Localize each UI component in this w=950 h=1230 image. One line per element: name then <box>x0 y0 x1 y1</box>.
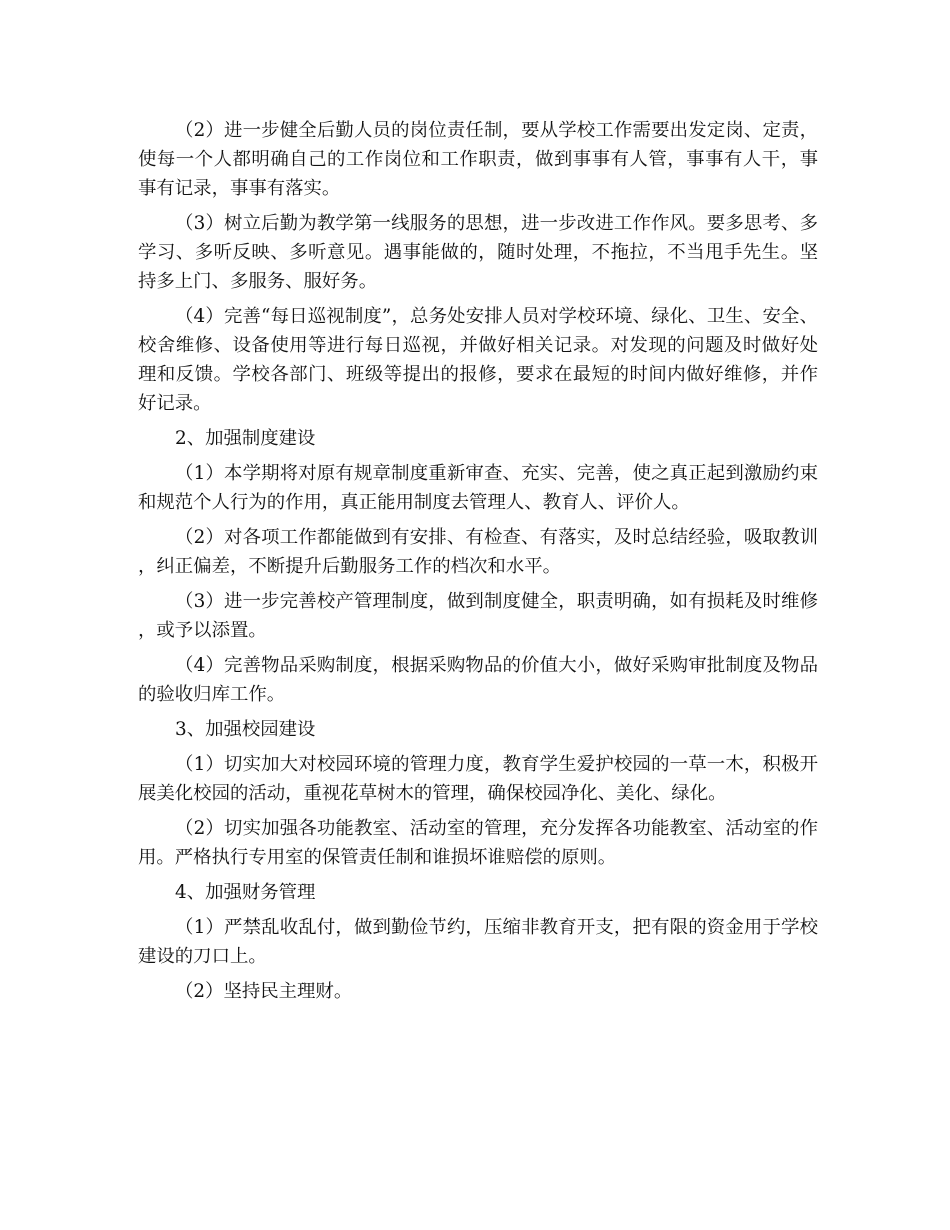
paragraph: （3）树立后勤为教学第一线服务的思想，进一步改进工作作风。要多思考、多学习、多听反映、多听意见。遇事能做的，随时处理，不拖拉，不当甩手先生。坚持多上门、多服务、服好务。 <box>138 213 818 292</box>
paragraph: （1）严禁乱收乱付，做到勤俭节约，压缩非教育开支，把有限的资金用于学校建设的刀口上。 <box>138 917 818 967</box>
paragraph: （2）对各项工作都能做到有安排、有检查、有落实，及时总结经验，吸取教训，纠正偏差，不断提升后勤服务工作的档次和水平。 <box>138 527 818 577</box>
paragraph: （4）完善“每日巡视制度”，总务处安排人员对学校环境、绿化、卫生、安全、校舍维修、设备使用等进行每日巡视，并做好相关记录。对发现的问题及时做好处理和反馈。学校各部门、班级等提出的报修，要求在最短的时间内做好维修，并作好记录。 <box>138 306 818 414</box>
document-body <box>138 116 818 1012</box>
paragraph: （2）进一步健全后勤人员的岗位责任制，要从学校工作需要出发定岗、定责，使每一个人都明确自己的工作岗位和工作职责，做到事事有人管，事事有人干，事事有记录，事事有落实。 <box>138 120 818 199</box>
section-heading: 4、加强财务管理 <box>175 882 316 903</box>
paragraph: （1）本学期将对原有规章制度重新审查、充实、完善，使之真正起到激励约束和规范个人行为的作用，真正能用制度去管理人、教育人、评价人。 <box>138 463 818 513</box>
section-heading: 3、加强校园建设 <box>175 719 316 740</box>
paragraph: （3）进一步完善校产管理制度，做到制度健全，职责明确，如有损耗及时维修，或予以添置。 <box>138 591 818 641</box>
paragraph: （2）坚持民主理财。 <box>175 981 353 1002</box>
paragraph: （4）完善物品采购制度，根据采购物品的价值大小，做好采购审批制度及物品的验收归库工作。 <box>138 655 818 705</box>
section-heading: 2、加强制度建设 <box>175 428 316 449</box>
paragraph: （1）切实加大对校园环境的管理力度，教育学生爱护校园的一草一木，积极开展美化校园的活动，重视花草树木的管理，确保校园净化、美化、绿化。 <box>138 754 818 804</box>
paragraph: （2）切实加强各功能教室、活动室的管理，充分发挥各功能教室、活动室的作用。严格执行专用室的保管责任制和谁损坏谁赔偿的原则。 <box>138 818 818 868</box>
